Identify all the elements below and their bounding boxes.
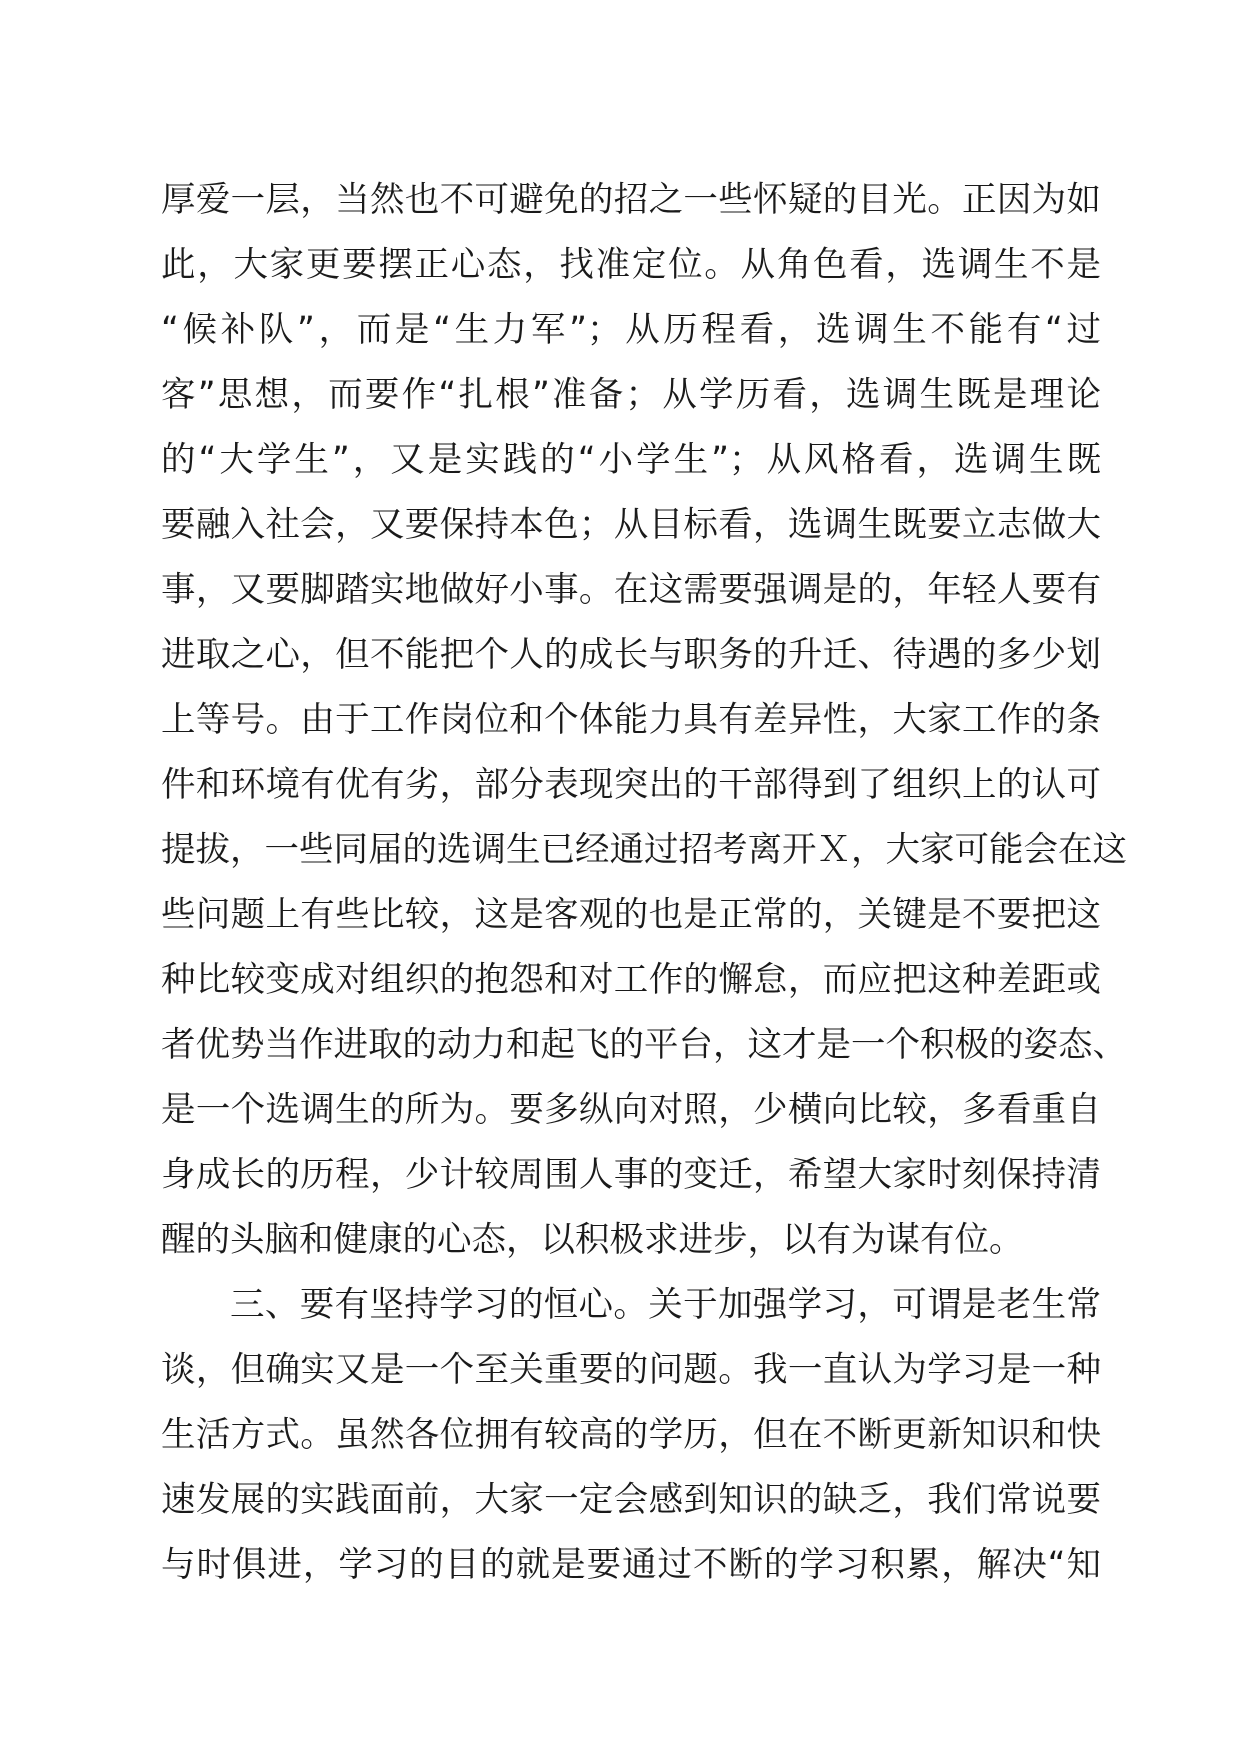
- text-line: 生活方式。虽然各位拥有较高的学历，但在不断更新知识和快: [161, 1415, 1101, 1455]
- text-line: 醒的头脑和健康的心态，以积极求进步，以有为谋有位。: [161, 1220, 1024, 1260]
- text-line: 与时俱进，学习的目的就是要通过不断的学习积累，解决“知: [161, 1545, 1101, 1585]
- text-line: 上等号。由于工作岗位和个体能力具有差异性，大家工作的条: [161, 700, 1101, 740]
- paragraph-1: [161, 168, 1127, 1273]
- text-line: 速发展的实践面前，大家一定会感到知识的缺乏，我们常说要: [161, 1480, 1101, 1520]
- text-line: 三、要有坚持学习的恒心。关于加强学习，可谓是老生常: [230, 1285, 1101, 1325]
- text-line: 进取之心，但不能把个人的成长与职务的升迁、待遇的多少划: [161, 635, 1101, 675]
- text-line: 些问题上有些比较，这是客观的也是正常的，关键是不要把这: [161, 895, 1101, 935]
- text-line: 是一个选调生的所为。要多纵向对照，少横向比较，多看重自: [161, 1090, 1101, 1130]
- text-line: 此，大家更要摆正心态，找准定位。从角色看，选调生不是: [161, 245, 1101, 285]
- text-line: 件和环境有优有劣，部分表现突出的干部得到了组织上的认可: [161, 765, 1101, 805]
- text-line: 要融入社会，又要保持本色；从目标看，选调生既要立志做大: [161, 505, 1101, 545]
- paragraph-2: [161, 1273, 1101, 1598]
- text-line: 厚爱一层，当然也不可避免的招之一些怀疑的目光。正因为如: [161, 180, 1101, 220]
- text-line: 种比较变成对组织的抱怨和对工作的懈怠，而应把这种差距或: [161, 960, 1101, 1000]
- body-text: [161, 168, 1127, 1598]
- text-line: “候补队”，而是“生力军”；从历程看，选调生不能有“过: [161, 310, 1101, 350]
- text-line: 的“大学生”，又是实践的“小学生”；从风格看，选调生既: [161, 440, 1101, 480]
- text-line: 事，又要脚踏实地做好小事。在这需要强调是的，年轻人要有: [161, 570, 1101, 610]
- text-line: 者优势当作进取的动力和起飞的平台，这才是一个积极的姿态、: [161, 1025, 1127, 1065]
- text-line: 身成长的历程，少计较周围人事的变迁，希望大家时刻保持清: [161, 1155, 1101, 1195]
- text-line: 提拔，一些同届的选调生已经通过招考离开Ｘ，大家可能会在这: [161, 830, 1127, 870]
- text-line: 谈，但确实又是一个至关重要的问题。我一直认为学习是一种: [161, 1350, 1101, 1390]
- text-line: 客”思想，而要作“扎根”准备；从学历看，选调生既是理论: [161, 375, 1101, 415]
